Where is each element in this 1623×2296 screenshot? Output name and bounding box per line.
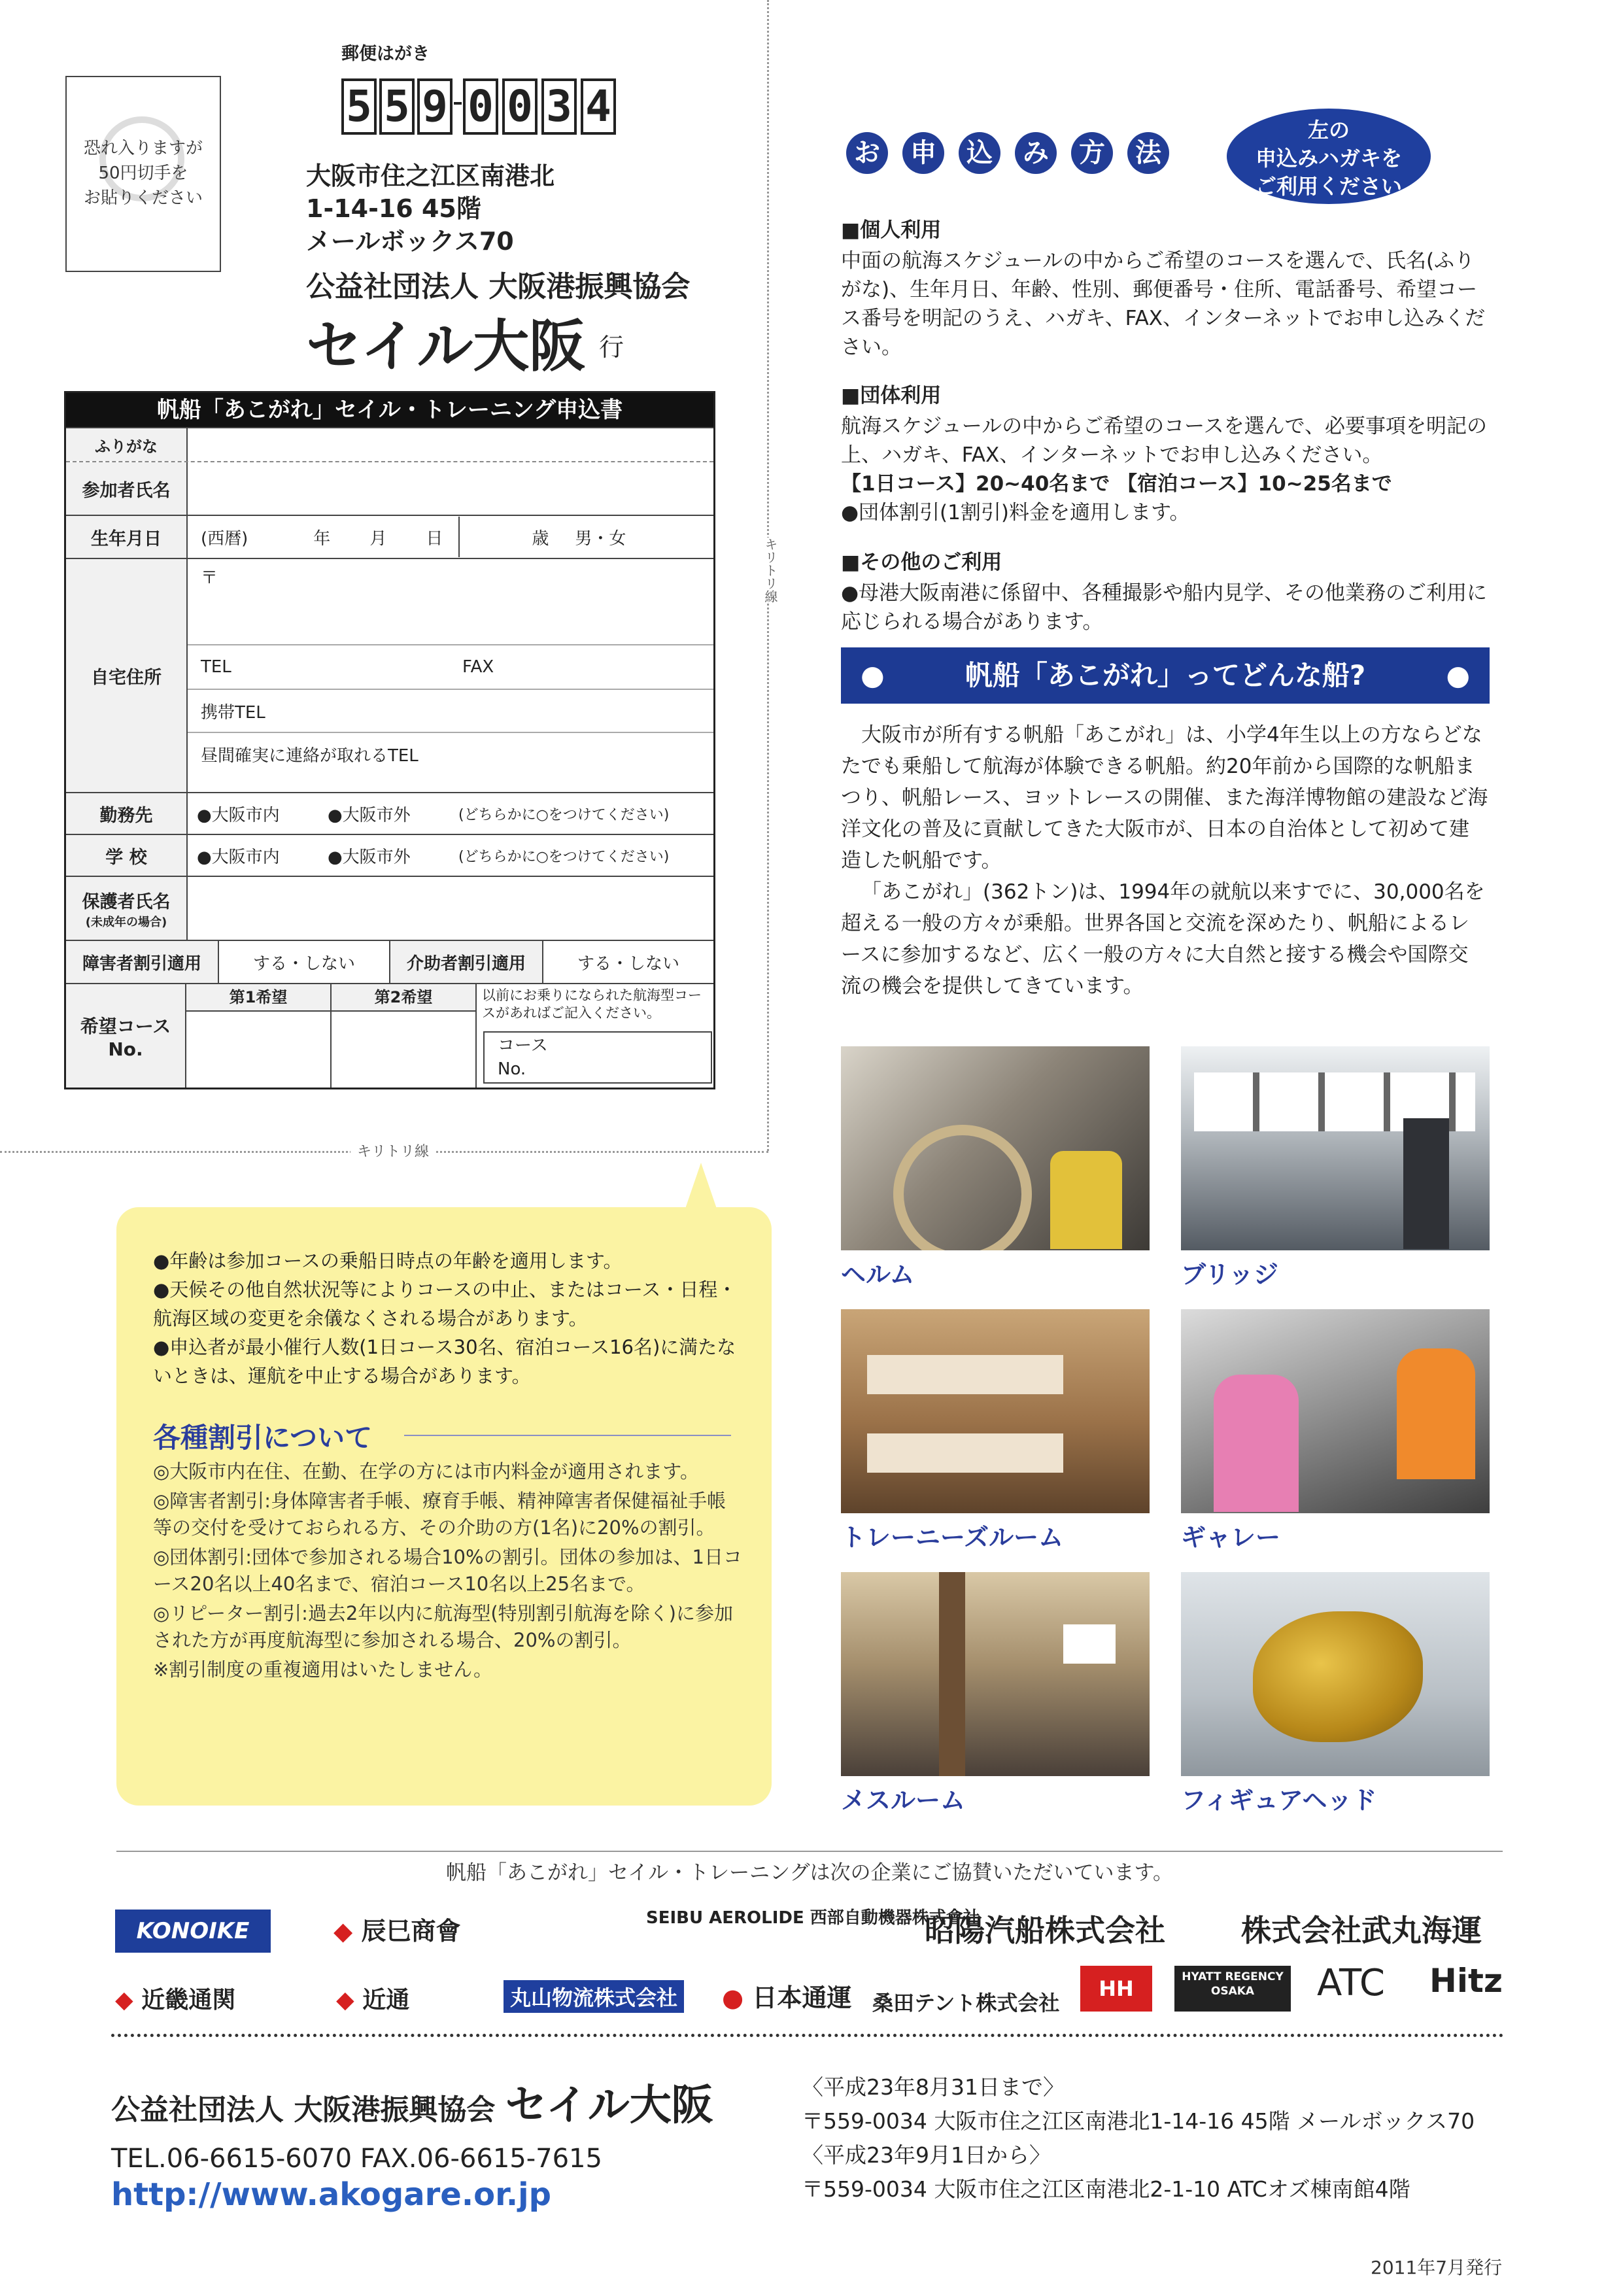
notes-pointer <box>685 1163 717 1208</box>
previous-course-field[interactable]: コース No. <box>483 1031 712 1084</box>
zip-digit: 5 <box>341 78 377 135</box>
zip-digit: 9 <box>417 78 453 135</box>
caption-helm: ヘルム <box>841 1260 915 1289</box>
issue-date: 2011年7月発行 <box>1371 2257 1503 2278</box>
zip-dash <box>454 102 462 105</box>
sponsor-kuwata-logo: 桑田テント株式会社 <box>872 1991 1060 2015</box>
furigana-field[interactable] <box>188 428 713 461</box>
sponsor-takemaru-logo: 株式会社武丸海運 <box>1241 1913 1482 1948</box>
notes-list <box>153 1246 742 1390</box>
work-row <box>66 792 713 834</box>
mobile-field[interactable]: 携帯TEL <box>188 689 713 732</box>
sponsor-kinki-logo: ◆ 近畿通関 <box>115 1987 236 2013</box>
recipient-name: セイル大阪 <box>306 314 586 379</box>
birth-label: 生年月日 <box>66 516 188 558</box>
individual-body: 中面の航海スケジュールの中からご希望のコースを選んで、氏名(ふりがな)、生年月日、年齢、性別、郵便番号・住所、電話番号、希望コース番号を明記のうえ、ハガキ、FAX、インターネットでお申し込みください。 <box>841 249 1486 359</box>
ship-para-2: 「あこがれ」(362トン)は、1994年の就航以来すでに、30,000名を超える一般の方々が乗船。世界各国と交流を深めたり、帆船によるレースに参加するなど、広く一般の方々に大自然と接する機会や国際交流の機会を提供してきています。 <box>841 880 1485 998</box>
address-label: 自宅住所 <box>66 559 188 792</box>
second-choice[interactable]: 第2希望 <box>332 984 477 1088</box>
application-form <box>64 391 715 1089</box>
work-label: 勤務先 <box>66 793 188 834</box>
discount-item: ◎大阪市内在住、在勤、在学の方には市内料金が適用されます。 <box>153 1460 699 1482</box>
work-options[interactable]: ●大阪市内 ●大阪市外 (どちらかに○をつけてください) <box>197 805 670 825</box>
guardian-label: 保護者氏名 (未成年の場合) <box>66 877 188 940</box>
furigana-row <box>66 427 713 461</box>
mess-room-photo <box>841 1572 1150 1776</box>
zip-digit: 0 <box>463 78 498 135</box>
previous-course: 以前にお乗りになられた航海型コースがあればご記入ください。 コース No. <box>477 984 713 1088</box>
footer-org: 公益社団法人 大阪港振興協会 セイル大阪 <box>111 2082 713 2130</box>
galley-photo <box>1181 1309 1490 1513</box>
nittsu-circle-icon: ● <box>722 1983 744 2012</box>
sponsor-nittsu-logo: ● 日本通運 <box>722 1983 852 2012</box>
individual-title: ■個人利用 <box>841 218 942 242</box>
postal-field[interactable]: 〒 <box>201 568 218 588</box>
note-item: ●年齢は参加コースの乗船日時点の年齢を適用します。 <box>153 1250 623 1272</box>
disability-options[interactable]: する・しない <box>219 941 390 983</box>
recipient-address: 大阪市住之江区南港北 1-14-16 45階 メールボックス70 <box>306 162 555 256</box>
sponsor-hitz-logo: Hitz <box>1429 1962 1503 2000</box>
apply-sections <box>841 213 1488 636</box>
stamp-area <box>65 76 221 272</box>
name-row <box>66 461 713 515</box>
group-body: 航海スケジュールの中からご希望のコースを選んで、必要事項を明記の上、ハガキ、FAX、インターネットでお申し込みください。 <box>841 415 1487 467</box>
bullet-icon: ● <box>1446 659 1470 691</box>
bridge-photo <box>1181 1046 1490 1250</box>
caption-figurehead: フィギュアヘッド <box>1181 1786 1377 1815</box>
carer-label: 介助者割引適用 <box>390 941 543 983</box>
caption-mess-room: メスルーム <box>841 1786 966 1815</box>
discount-item: ◎障害者割引:身体障害者手帳、療育手帳、精神障害者保健福祉手帳等の交付を受けておられる方、その介助の方(1名)に20%の割引。 <box>153 1490 726 1539</box>
tel-fax-field[interactable]: TEL FAX <box>188 644 713 689</box>
use-card-badge: 左の 申込みハガキを ご利用ください <box>1227 109 1431 204</box>
honorific: 行 <box>599 333 624 362</box>
sponsors-rule <box>116 1851 1503 1852</box>
daytime-tel-field[interactable]: 昼間確実に連絡が取れるTEL <box>188 732 713 775</box>
school-options[interactable]: ●大阪市内 ●大阪市外 (どちらかに○をつけてください) <box>197 847 670 867</box>
discount-item: ◎リピーター割引:過去2年以内に航海型(特別割引航海を除く)に参加された方が再度航海型に参加される場合、20%の割引。 <box>153 1602 733 1651</box>
form-title: 帆船「あこがれ」セイル・トレーニング申込書 <box>66 393 713 427</box>
school-row <box>66 834 713 876</box>
sponsor-tatsumi-logo: ◆ 辰巳商會 <box>333 1917 461 1945</box>
birth-field[interactable]: (西暦) 年 月 日 歳 男・女 <box>188 516 713 558</box>
sponsor-kintsu-logo: ◆ 近通 <box>336 1987 410 2013</box>
note-item: ●申込者が最小催行人数(1日コース30名、宿泊コース16名)に満たないときは、運航を中止する場合があります。 <box>153 1336 736 1387</box>
footer-dotted-rule <box>111 2034 1504 2037</box>
discount-title: 各種割引について <box>153 1422 373 1454</box>
note-item: ●天候その他自然状況等によりコースの中止、またはコース・日程・航海区域の変更を余儀なくされる場合があります。 <box>153 1278 737 1329</box>
other-title: ■その他のご利用 <box>841 551 1002 574</box>
caption-bridge: ブリッジ <box>1181 1260 1278 1289</box>
notes-box <box>116 1207 772 1806</box>
zip-digit: 5 <box>379 78 415 135</box>
first-choice[interactable]: 第1希望 <box>186 984 332 1088</box>
zip-digit: 3 <box>541 78 577 135</box>
course-row <box>66 983 713 1088</box>
address-row <box>66 558 713 792</box>
sponsor-hyatt-logo: HYATT REGENCY OSAKA <box>1174 1966 1291 2012</box>
footer-addresses: 〈平成23年8月31日まで〉 〒559-0034 大阪市住之江区南港北1-14-16 45階 メールボックス70 〈平成23年9月1日から〉 〒559-0034 大阪市住之江区南港北2-1-10 ATCオズ棟南館4階 <box>802 2074 1475 2202</box>
sponsor-maruyama-logo: 丸山物流株式会社 <box>504 1980 684 2013</box>
caption-galley: ギャレー <box>1181 1523 1281 1552</box>
birth-row <box>66 515 713 558</box>
guardian-field[interactable] <box>188 877 713 940</box>
other-body: ●母港大阪南港に係留中、各種撮影や船内見学、その他業務のご利用に応じられる場合があります。 <box>841 581 1488 634</box>
name-field[interactable] <box>188 462 713 515</box>
ktk-diamond-icon: ◆ <box>336 1987 354 2013</box>
ktk-diamond-icon: ◆ <box>115 1987 133 2013</box>
sponsors-title: 帆船「あこがれ」セイル・トレーニングは次の企業にご協賛いただいています。 <box>446 1861 1173 1885</box>
name-label: 参加者氏名 <box>66 462 188 515</box>
helm-wheel-icon <box>893 1125 1032 1250</box>
ship-banner: ● 帆船「あこがれ」ってどんな船? ● <box>841 647 1490 704</box>
helm-photo <box>841 1046 1150 1250</box>
sponsor-hellyhansen-logo: HH <box>1080 1966 1152 2012</box>
stamp-note: 恐れ入りますが 50円切手を お貼りください <box>83 139 203 208</box>
cs-diamond-icon: ◆ <box>333 1917 353 1945</box>
zip-digit: 0 <box>502 78 538 135</box>
discount-title-rule <box>404 1435 731 1436</box>
sponsor-atc-logo: ATC <box>1317 1962 1385 2004</box>
vertical-cut-label: キリトリ線 <box>762 538 778 603</box>
bullet-icon: ● <box>861 659 885 691</box>
furigana-label: ふりがな <box>66 428 188 461</box>
caption-trainees-room: トレーニーズルーム <box>841 1523 1064 1552</box>
carer-options[interactable]: する・しない <box>577 953 679 974</box>
ship-para-1: 大阪市が所有する帆船「あこがれ」は、小学4年生以上の方ならどなたでも乗船して航海が体験できる帆船。約20年前から国際的な帆船まつり、帆船レース、ヨットレースの開催、また海洋博物館の建設など海洋文化の普及に貢献してきた大阪市が、日本の自治体として初めて建造した帆船です。 <box>841 723 1488 872</box>
sex-options[interactable]: 男・女 <box>575 528 626 549</box>
discount-item: ◎団体割引:団体で参加される場合10%の割引。団体の参加は、1日コース20名以上40名まで、宿泊コース10名以上25名まで。 <box>153 1546 742 1595</box>
discount-list <box>153 1458 744 1683</box>
trainees-room-photo <box>841 1309 1150 1513</box>
discount-item: ※割引制度の重複適用はいたしません。 <box>153 1658 493 1681</box>
zip-digit: 4 <box>581 78 616 135</box>
school-label: 学 校 <box>66 835 188 876</box>
figurehead-photo <box>1181 1572 1490 1776</box>
guardian-row <box>66 876 713 940</box>
ship-description <box>841 719 1488 1002</box>
sponsor-konoike-logo: KONOIKE <box>115 1910 271 1953</box>
group-title: ■団体利用 <box>841 384 942 407</box>
horizontal-cut-label: キリトリ線 <box>350 1140 436 1161</box>
disability-label: 障害者割引適用 <box>66 941 219 983</box>
discount-row <box>66 940 713 983</box>
sponsor-shoyo-logo: 昭陽汽船株式会社 <box>925 1913 1165 1948</box>
footer-tel: TEL.06-6615-6070 FAX.06-6615-7615 <box>111 2144 602 2174</box>
address-fields <box>188 559 713 792</box>
footer-url-link[interactable]: http://www.akogare.or.jp <box>111 2176 551 2213</box>
group-course: 【1日コース】20~40名まで 【宿泊コース】10~25名まで <box>841 472 1392 496</box>
postcard-label: 郵便はがき <box>341 44 430 64</box>
group-discount: ●団体割引(1割引)料金を適用します。 <box>841 501 1190 524</box>
recipient-org: 公益社団法人 大阪港振興協会 <box>306 270 691 303</box>
course-label: 希望コース No. <box>66 984 186 1088</box>
sponsor-seibu-logo: SEIBU AEROLIDE 西部自動機器株式會社 <box>646 1908 980 1928</box>
